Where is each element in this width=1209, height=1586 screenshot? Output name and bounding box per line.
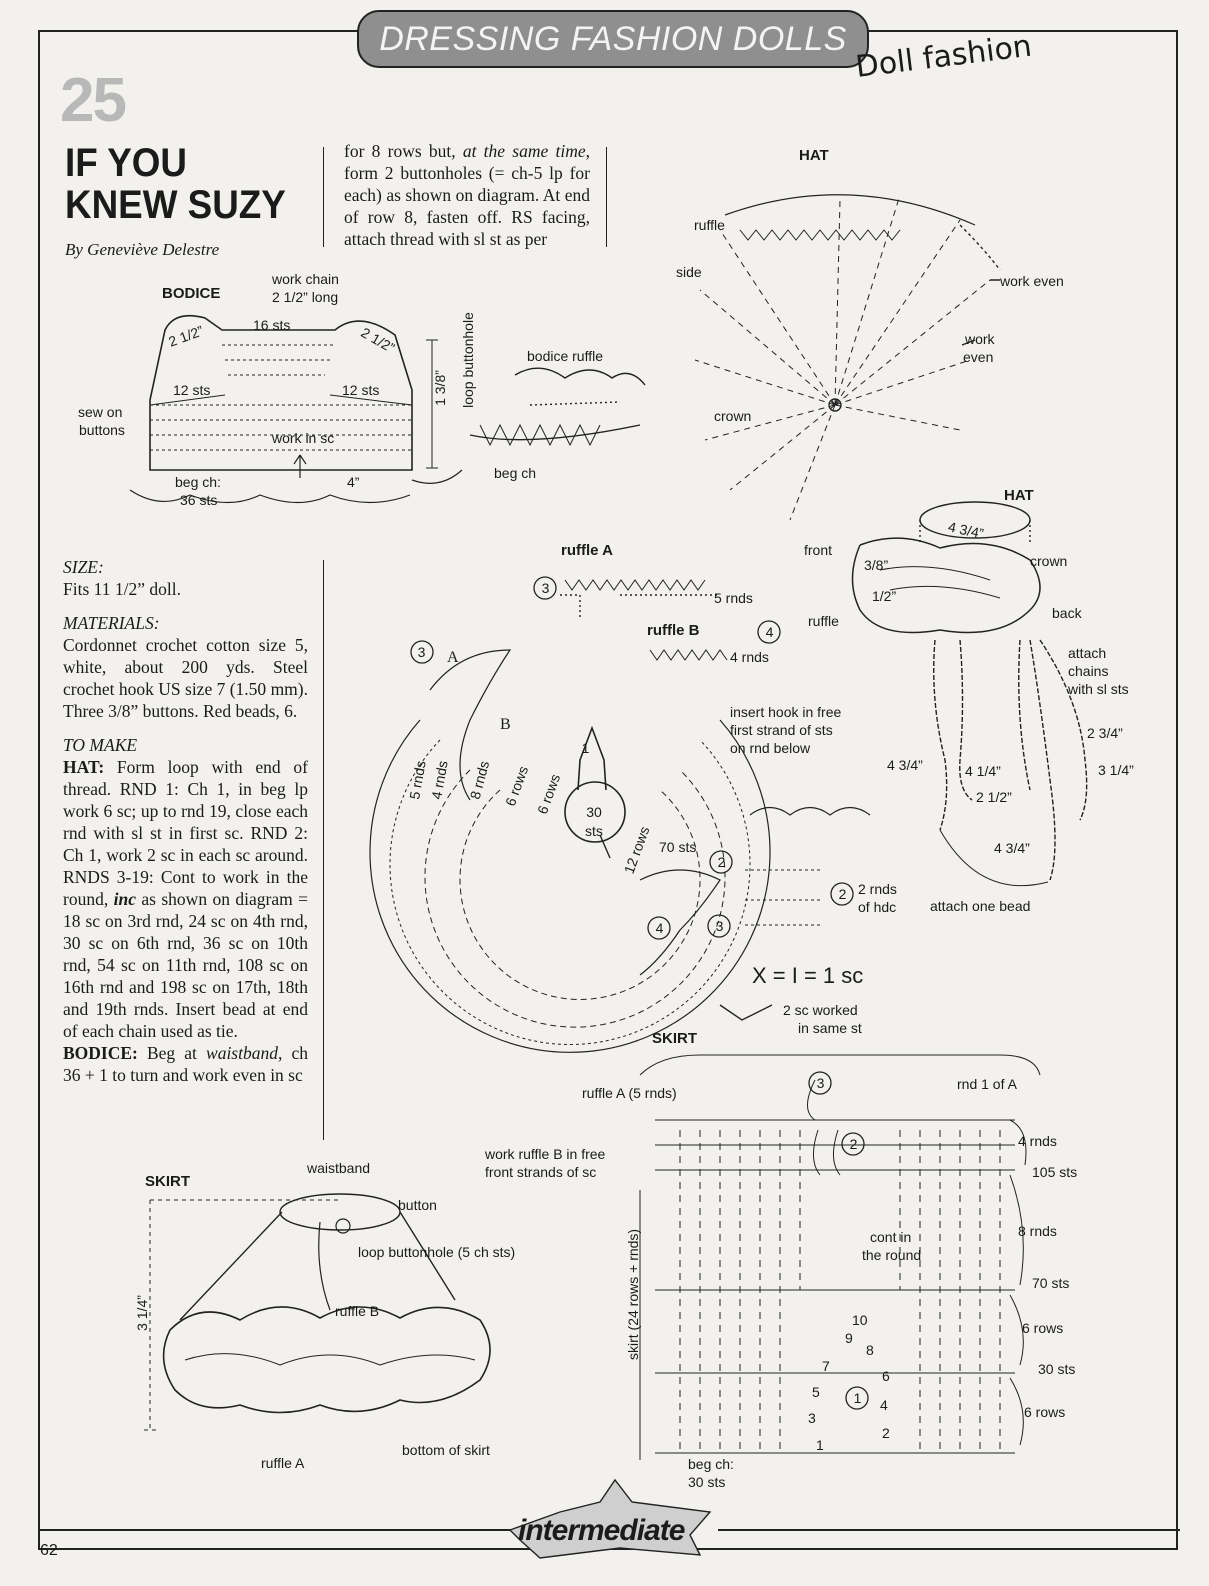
skirt-chart-row-2: 2: [882, 1425, 890, 1441]
hat-side-3-1-4: 3 1/4”: [1098, 762, 1134, 778]
byline: By Geneviève Delestre: [65, 240, 220, 259]
skirt-chart-rnd1: rnd 1 of A: [957, 1076, 1017, 1092]
materials-text: Cordonnet crochet cotton size 5, white, about 200 yds. Steel crochet hook US size 7 (1.50 mm). Three 3/8” buttons. Red beads, 6.: [63, 635, 308, 721]
skirt-chart-circle-1: 1: [853, 1390, 862, 1406]
skirt-chart-6rows-a: 6 rows: [1022, 1320, 1064, 1336]
hat-side-2-1-2: 2 1/2”: [976, 789, 1012, 805]
difficulty-badge: [510, 1508, 720, 1558]
bodice-height: 1 3/8”: [431, 370, 448, 406]
circle-ruffle-a: ruffle A: [561, 542, 613, 559]
skirt-chart-row-8: 8: [866, 1342, 874, 1358]
circle-num-3c: 3: [715, 918, 724, 934]
skirt-chart-beg-sts: 30 sts: [688, 1474, 726, 1490]
hat-side-ruffle: ruffle: [808, 613, 839, 629]
skirt-chart-4rnds: 4 rnds: [1018, 1133, 1057, 1149]
bodice-ruffle-drawing: [470, 368, 645, 445]
circle-30: 30: [586, 804, 602, 820]
skirt-chart-cont-in: cont in: [870, 1229, 912, 1245]
circle-insert-2: first strand of sts: [730, 722, 833, 738]
bodice-left-length: 2 1/2”: [166, 322, 206, 350]
skirt-chart-ruffle-a: ruffle A (5 rnds): [582, 1085, 677, 1101]
size-text: Fits 11 1/2” doll.: [63, 579, 181, 599]
circle-ruffle-b-rnds: 4 rnds: [730, 649, 769, 665]
circle-num-1: 1: [581, 740, 590, 756]
circle-6rows-a: 6 rows: [502, 763, 532, 809]
circle-5rnds: 5 rnds: [406, 759, 429, 801]
skirt-chart-circle-3: 3: [816, 1075, 825, 1091]
difficulty-text: intermediate: [518, 1514, 685, 1547]
circle-8rnds: 8 rnds: [466, 759, 493, 801]
skirt-chart-beg-ch: beg ch:: [688, 1456, 734, 1472]
hat-side-attach-bead: attach one bead: [930, 898, 1031, 914]
skirt-drawing: [144, 1194, 490, 1430]
to-make-heading: TO MAKE: [63, 735, 138, 755]
legend-v-1: 2 sc worked: [783, 1002, 858, 1018]
skirt-drawing-waistband: waistband: [307, 1160, 371, 1176]
circle-70sts: 70 sts: [659, 839, 697, 855]
skirt-chart-105sts: 105 sts: [1032, 1164, 1078, 1180]
bodice-work-in-sc: work in sc: [272, 430, 335, 446]
skirt-chart-6rows-b: 6 rows: [1024, 1404, 1066, 1420]
bodice-heading: BODICE: [162, 285, 221, 302]
circle-num-3b: 3: [417, 644, 426, 660]
skirt-chart-circle-2: 2: [849, 1136, 858, 1152]
circle-b: B: [500, 716, 511, 733]
skirt-drawing-button: button: [398, 1197, 437, 1213]
bodice-buttons: buttons: [79, 422, 125, 438]
circle-num-2a: 2: [717, 854, 726, 870]
skirt-drawing-ruffle-a: ruffle A: [261, 1455, 305, 1471]
bodice-16sts: 16 sts: [253, 317, 291, 333]
pattern-number: 25: [60, 66, 125, 135]
hat-top-work: work: [965, 331, 995, 347]
bodice-right-length: 2 1/2”: [358, 324, 398, 356]
circle-num-4a: 4: [765, 624, 774, 640]
skirt-chart-row-3: 3: [808, 1410, 816, 1426]
hat-side-front: front: [804, 542, 833, 558]
skirt-chart-row-4: 4: [880, 1397, 888, 1413]
hat-side-diameter: 4 3/4”: [946, 518, 986, 542]
skirt-drawing-loop: loop buttonhole (5 ch sts): [358, 1244, 516, 1260]
circle-num-4b: 4: [655, 920, 664, 936]
bodice-work-chain-length: 2 1/2” long: [272, 289, 339, 305]
hat-top-side: side: [676, 264, 702, 280]
circle-hdc-rnds: 2 rnds: [858, 881, 897, 897]
skirt-chart-row-5: 5: [812, 1384, 820, 1400]
hat-side-attach: attach: [1068, 645, 1107, 661]
legend-sc: X = I = 1 sc: [752, 963, 864, 988]
circle-a: A: [447, 649, 459, 666]
skirt-chart-30sts: 30 sts: [1038, 1361, 1076, 1377]
skirt-chart-work-b-1: work ruffle B in free: [485, 1146, 606, 1162]
circle-num-2b: 2: [838, 886, 847, 902]
circle-sts: sts: [585, 823, 603, 839]
skirt-chart-heading: SKIRT: [652, 1030, 697, 1047]
hat-side-4-3-4-right: 4 3/4”: [994, 840, 1030, 856]
hat-side-2-3-4: 2 3/4”: [1087, 725, 1123, 741]
hat-top-ruffle: ruffle: [694, 217, 725, 233]
skirt-drawing-height: 3 1/4”: [133, 1295, 150, 1331]
skirt-drawing-heading: SKIRT: [145, 1173, 190, 1190]
materials-heading: MATERIALS:: [63, 613, 160, 633]
hat-top-even: even: [963, 349, 994, 365]
circle-ruffle-b: ruffle B: [647, 622, 700, 639]
bodice-instructions: BODICE: Beg at waistband, ch 36 + 1 to turn and work even in sc: [63, 1043, 308, 1085]
pattern-title: IF YOU KNEW SUZY: [65, 141, 286, 227]
skirt-chart-70sts: 70 sts: [1032, 1275, 1070, 1291]
legend-symbols: [720, 1005, 772, 1020]
bodice-width: 4”: [347, 474, 360, 490]
intro-text: for 8 rows but, at the same time, form 2 buttonholes (= ch-5 lp for each) as shown on diagram. At end of row 8, fasten off. RS facing, attach thread with sl st as per: [344, 141, 590, 249]
bodice-beg-ch-sts: 36 sts: [180, 492, 218, 508]
circle-12rows: 12 rows: [620, 824, 653, 876]
hat-side-3-8: 3/8”: [864, 557, 889, 573]
hat-side-back: back: [1052, 605, 1082, 621]
hat-side-4-1-4: 4 1/4”: [965, 763, 1001, 779]
bodice-12sts-right: 12 sts: [342, 382, 380, 398]
skirt-chart-diagram: [640, 1055, 1040, 1460]
bodice-beg-ch: beg ch:: [175, 474, 221, 490]
category-tag: Doll fashion: [853, 28, 1034, 85]
bodice-work-chain: work chain: [272, 271, 339, 287]
skirt-chart-row-10: 10: [852, 1312, 868, 1328]
hat-side-heading: HAT: [1004, 487, 1034, 504]
skirt-chart-work-b-2: front strands of sc: [485, 1164, 597, 1180]
hat-side-4-3-4-left: 4 3/4”: [887, 757, 923, 773]
page-number: 62: [40, 1542, 58, 1559]
skirt-drawing-ruffle-b: ruffle B: [335, 1303, 380, 1319]
circle-4rnds: 4 rnds: [428, 759, 451, 801]
circle-6rows-b: 6 rows: [534, 771, 564, 817]
bodice-loop-buttonhole: loop buttonhole: [459, 312, 476, 408]
size-heading: SIZE:: [63, 557, 104, 577]
bodice-12sts-left: 12 sts: [173, 382, 211, 398]
circle-insert-1: insert hook in free: [730, 704, 842, 720]
bodice-sew-on: sew on: [78, 404, 123, 420]
skirt-drawing-bottom: bottom of skirt: [402, 1442, 490, 1458]
hat-side-crown: crown: [1030, 553, 1068, 569]
circle-num-3a: 3: [541, 580, 550, 596]
skirt-chart-row-9: 9: [845, 1330, 853, 1346]
skirt-chart-row-6: 6: [882, 1368, 890, 1384]
hat-side-1-2: 1/2”: [872, 588, 897, 604]
circle-ruffle-a-rnds: 5 rnds: [714, 590, 753, 606]
skirt-chart-row-1: 1: [816, 1437, 824, 1453]
hat-top-work-even: work even: [1000, 273, 1064, 289]
circle-hdc: of hdc: [858, 899, 897, 915]
skirt-chart-the-round: the round: [862, 1247, 922, 1263]
hat-instructions: HAT: Form loop with end of thread. RND 1: Ch 1, in beg lp work 6 sc; up to rnd 19, close each rnd with sl st in first sc. RND 2: Ch 1, work 2 sc in each sc around. RNDS 3-19: Cont to work in the round, inc as shown on diagram = 18 sc on 3rd rnd, 24 sc on 4th rnd, 30 sc on 6th rnd, 36 sc on 10th rnd, 54 sc on 11th rnd, 108 sc on 16th rnd and 198 sc on 17th, 18th and 19th rnds. Insert bead at end of each chain used as tie.: [63, 757, 308, 1041]
bodice-ruffle-label: bodice ruffle: [527, 348, 604, 364]
hat-side-chains: chains: [1068, 663, 1109, 679]
skirt-chart-8rnds: 8 rnds: [1018, 1223, 1057, 1239]
hat-top-crown: crown: [714, 408, 752, 424]
skirt-chart-row-7: 7: [822, 1358, 830, 1374]
skirt-chart-side-label: skirt (24 rows + rnds): [625, 1228, 641, 1360]
hat-side-with-sl-sts: with sl sts: [1068, 681, 1129, 697]
legend-v-2: in same st: [798, 1020, 862, 1036]
banner-text: DRESSING FASHION DOLLS: [379, 19, 847, 58]
hat-top-diagram: [695, 195, 1000, 520]
hat-top-heading: HAT: [799, 147, 829, 164]
circle-insert-3: on rnd below: [730, 740, 811, 756]
bodice-ruffle-beg-ch: beg ch: [494, 465, 537, 481]
